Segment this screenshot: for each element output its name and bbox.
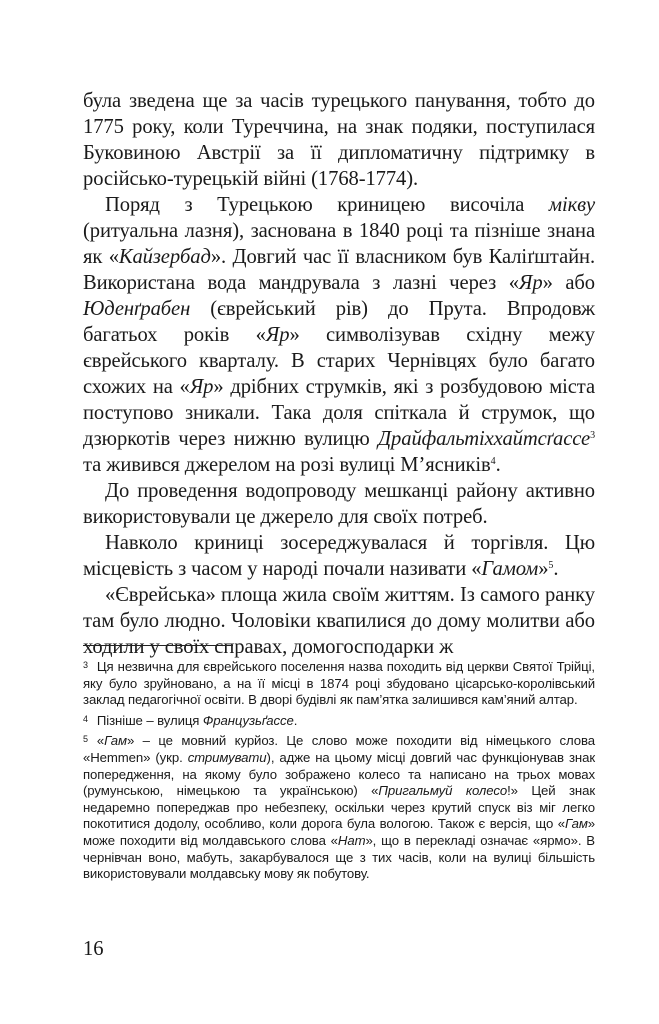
footnotes xyxy=(83,657,595,885)
paragraph-3: До проведення водопроводу мешканці району активно використовували це джерело для своїх потреб. xyxy=(83,480,595,528)
footnote-number: 3 xyxy=(83,660,88,670)
paragraph-2: Поряд з Турецькою криницею височіла мікву (ритуальна лазня), заснована в 1840 році та пізніше знана як «Кайзербад». Довгий час її власником був Каліґштайн. Використана вода мандрувала з лазні через «Яр» або Юденґрабен (єврейський рів) до Прута. Впродовж багатьох років «Яр» символізував східну межу єврейського кварталу. В старих Чернівцях було багато схожих на «Яр» дрібних струмків, які з розбудовою міста поступово зникали. Така доля спіткала й струмок, що дзюркотів через нижню вулицю Драйфальтіххайтсґассе$^3$ та живився джерелом на розі вулиці М’ясників$^4$. xyxy=(83,194,595,476)
paragraph-1: була зведена ще за часів турецького панування, тобто до 1775 року, коли Туреччина, на знак подяки, поступилася Буковиною Австрії за її дипломатичну підтримку в російсько-турецькій війні (1768-1774). xyxy=(83,90,595,190)
paragraph-5: «Єврейська» площа жила своїм життям. Із самого ранку там було людно. Чоловіки квапилися до дому молитви або ходили у своїх справах, домогосподарки ж xyxy=(83,584,595,658)
body-text xyxy=(83,88,595,660)
page-number: 16 xyxy=(83,938,104,960)
paragraph-4: Навколо криниці зосереджувалася й торгівля. Цю місцевість з часом у народі почали називати «Гамом»$^5$. xyxy=(83,532,595,580)
footnote-divider xyxy=(83,645,233,646)
footnote-ref-3[interactable]: 3 xyxy=(590,430,595,441)
footnote-3: $^3$ Ця незвична для єврейського поселення назва походить від церкви Святої Трійці, яку було зруйновано, а на її місці в 1874 році збудовано цісарсько-королівський заклад педагогічної освіти. В дворі будівлі як пам’ятка залишився кам’яний алтар. xyxy=(83,659,595,708)
footnote-4: $^4$ Пізніше – вулиця Французьґассе. xyxy=(83,712,298,728)
footnote-number: 5 xyxy=(83,734,88,745)
footnote-ref-5[interactable]: 5 xyxy=(548,560,554,571)
footnote-5: $^5$ «Гам» – це мовний курйоз. Це слово може походити від німецького слова «Hemmen» (укр. стримувати), адже на цьому місці довгий час функціонував знак попередження, на якому було зображено колесо та написано на трьох мовах (румунською, німецькою та українською) «Пригальмуй колесо!» Цей знак недаремно попереджав про небезпеку, оскільки через крутий спуск віз міг легко покотитися додолу, особливо, коли дорога була вологою. Також є версія, що «Гам» може походити від молдавського слова «Ham», що в перекладі означає «ярмо». В чернівчан воно, мабуть, закарбувалося ще з тих часів, коли на вулиці більшість використовували молдавську мову як побутову. xyxy=(83,733,596,882)
footnote-number: 4 xyxy=(83,713,88,724)
footnote-ref-4[interactable]: 4 xyxy=(490,456,496,467)
